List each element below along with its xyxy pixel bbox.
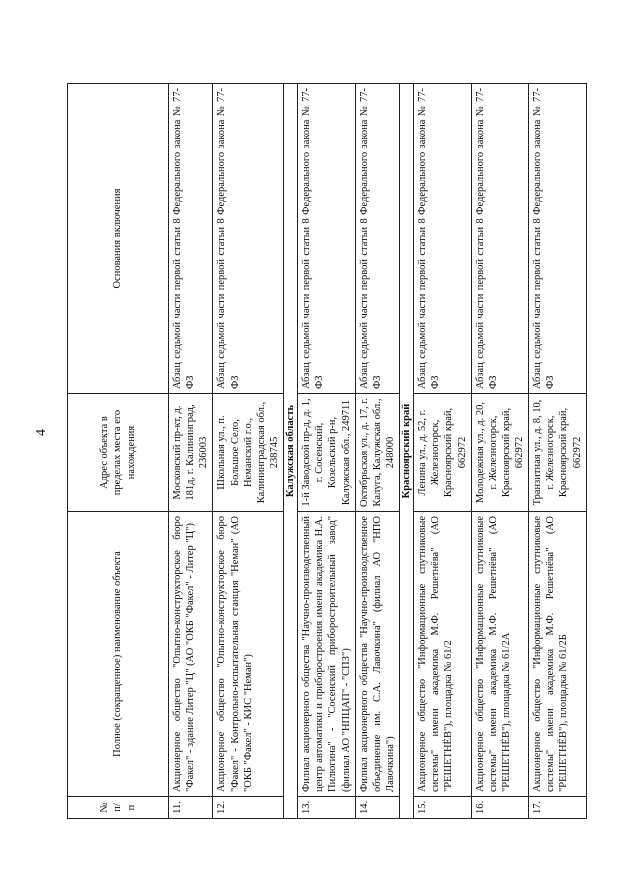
table-row — [355, 84, 399, 819]
region-title: Красноярский край — [400, 84, 414, 819]
objects-table — [67, 83, 587, 819]
row-address: 1-й Заводской пр-д, д. 1, г. Сосенский, Козельский р-н, Калужская обл., 249711 — [298, 394, 356, 512]
row-basis: Абзац седьмой части первой статьи 8 Федерального закона № 77-ФЗ — [355, 84, 399, 394]
header-basis: Основания включения — [68, 84, 169, 394]
table-row — [414, 84, 472, 819]
row-address: Транзитная ул., д. 8, 10, г. Железногорск, Красноярский край, 662972 — [529, 394, 587, 512]
row-name: Акционерное общество "Опытно-конструкторское бюро "Факел" - здание Литер "Ц" (АО "ОКБ "Факел" - Литер "Ц") — [169, 512, 213, 797]
row-address: Московский пр-кт, д. 181д, г. Калининград, 236003 — [169, 394, 213, 512]
region-row-kaluga — [284, 84, 298, 819]
row-name: Филиал акционерного общества "Научно-производственный центр автоматики и приборостроения имени академика Н.А. Пилюгина" - "Сосенский приборостроительный завод" (филиал АО "НПЦАП" - "СПЗ") — [298, 512, 356, 797]
rotated-table-container — [67, 84, 597, 819]
table-row — [529, 84, 587, 819]
table-row — [213, 84, 284, 819]
table-row — [471, 84, 529, 819]
region-row-krasnoyarsk — [400, 84, 414, 819]
row-name: Акционерное общество "Опытно-конструкторское бюро "Факел" - Контрольно-испытательная станция "Неман" (АО "ОКБ "Факел" - КИС "Неман") — [213, 512, 284, 797]
table-header-row — [68, 84, 169, 819]
row-basis: Абзац седьмой части первой статьи 8 Федерального закона № 77-ФЗ — [298, 84, 356, 394]
row-name: Филиал акционерного общества "Научно-производственное объединение им. С.А. Лавочкина" (филиал АО "НПО Лавочкина") — [355, 512, 399, 797]
row-num: 16. — [471, 797, 529, 819]
row-basis: Абзац седьмой части первой статьи 8 Федерального закона № 77-ФЗ — [213, 84, 284, 394]
row-basis: Абзац седьмой части первой статьи 8 Федерального закона № 77-ФЗ — [169, 84, 213, 394]
row-num: 14. — [355, 797, 399, 819]
table-row — [298, 84, 356, 819]
row-basis: Абзац седьмой части первой статьи 8 Федерального закона № 77-ФЗ — [529, 84, 587, 394]
row-basis: Абзац седьмой части первой статьи 8 Федерального закона № 77-ФЗ — [471, 84, 529, 394]
region-title: Калужская область — [284, 84, 298, 819]
row-num: 15. — [414, 797, 472, 819]
page-number: 4 — [34, 429, 49, 436]
row-name: Акционерное общество "Информационные спутниковые системы" имени академика М.Ф. Решетнёва" (АО "РЕШЕТНЁВ"), площадка № 61/2Б — [529, 512, 587, 797]
row-name: Акционерное общество "Информационные спутниковые системы" имени академика М.Ф. Решетнёва" (АО "РЕШЕТНЁВ"), площадка № 61/2 — [414, 512, 472, 797]
row-address: Школьная ул., п. Большое Село, Неманский г.о., Калининградская обл., 238745 — [213, 394, 284, 512]
table-row — [169, 84, 213, 819]
row-address: Молодежная ул., д. 20, г. Железногорск, Красноярский край, 662972 — [471, 394, 529, 512]
row-address: Октябрьская ул., д. 17, г. Калуга, Калужская обл., 248000 — [355, 394, 399, 512]
row-num: 13. — [298, 797, 356, 819]
row-basis: Абзац седьмой части первой статьи 8 Федерального закона № 77-ФЗ — [414, 84, 472, 394]
row-num: 17. — [529, 797, 587, 819]
row-address: Ленина ул., д. 52, г. Железногорск, Красноярский край, 662972 — [414, 394, 472, 512]
header-address: Адрес объекта в пределах места его нахождения — [68, 394, 169, 512]
row-num: 11. — [169, 797, 213, 819]
header-num: № п/п — [68, 797, 169, 819]
header-name: Полное (сокращенное) наименование объекта — [68, 512, 169, 797]
row-num: 12. — [213, 797, 284, 819]
row-name: Акционерное общество "Информационные спутниковые системы" имени академика М.Ф. Решетнёва" (АО "РЕШЕТНЁВ"), площадка № 61/2А — [471, 512, 529, 797]
